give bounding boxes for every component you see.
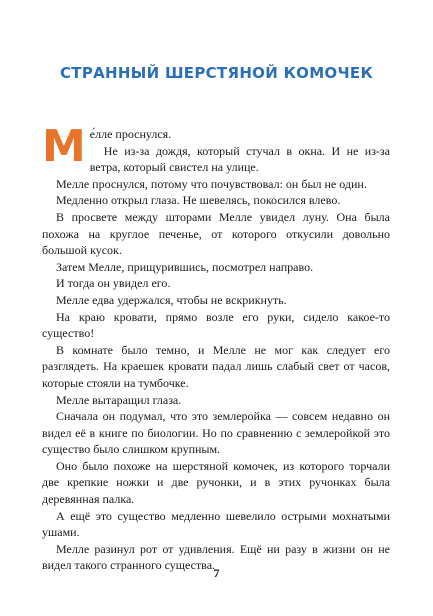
paragraph: Не из-за дождя, который стучал в окна. И не из-за ветра, который свистел на улице. <box>89 143 390 175</box>
paragraph: В комнате было темно, и Мелле не мог как следует его разглядеть. На краешек кровати падал лишь слабый свет от часов, которые стояли на тумбочке. <box>42 342 390 390</box>
paragraph: Сначала он подумал, что это землеройка — совсем недавно он видел её в книге по биологии. Но по сравнению с землеройкой это существо было слишком крупным. <box>42 409 390 457</box>
paragraph: И тогда он увидел его. <box>56 276 171 291</box>
paragraph: Оно было похоже на шерстяной комочек, из которого торчали две крепкие ножки и две ручонки, и в этих ручонках была деревянная палка. <box>42 458 390 507</box>
paragraph: Мелле вытаращил глаза. <box>56 392 182 407</box>
drop-cap: М <box>42 121 86 172</box>
page-number: 7 <box>213 566 220 580</box>
paragraph: Затем Мелле, прищурившись, посмотрел направо. <box>56 259 314 274</box>
chapter-text <box>42 121 390 574</box>
paragraph: Медленно открыл глаза. Не шевелясь, покосился влево. <box>56 193 341 208</box>
paragraph: А ещё это существо медленно шевелило острыми мохнатыми ушами. <box>42 508 390 540</box>
paragraph: В просвете между шторами Мелле увидел луну. Она была похожа на круглое печенье, от которого откусили довольно большой кусок. <box>42 209 390 258</box>
paragraph: На краю кровати, прямо возле его руки, сидело какое-то существо! <box>42 309 390 341</box>
paragraph: Мелле едва удержался, чтобы не вскрикнуть. <box>56 292 287 307</box>
paragraph: Мелле проснулся, потому что почувствовал: он был не один. <box>56 176 367 191</box>
paragraph-first-rest: е́лле проснулся. <box>89 127 172 141</box>
paragraph: Мелле разинул рот от удивления. Ещё ни разу в жизни он не видел такого странного существа. <box>42 541 390 573</box>
chapter-title: СТРАННЫЙ ШЕРСТЯНОЙ КОМОЧЕК <box>59 64 374 82</box>
